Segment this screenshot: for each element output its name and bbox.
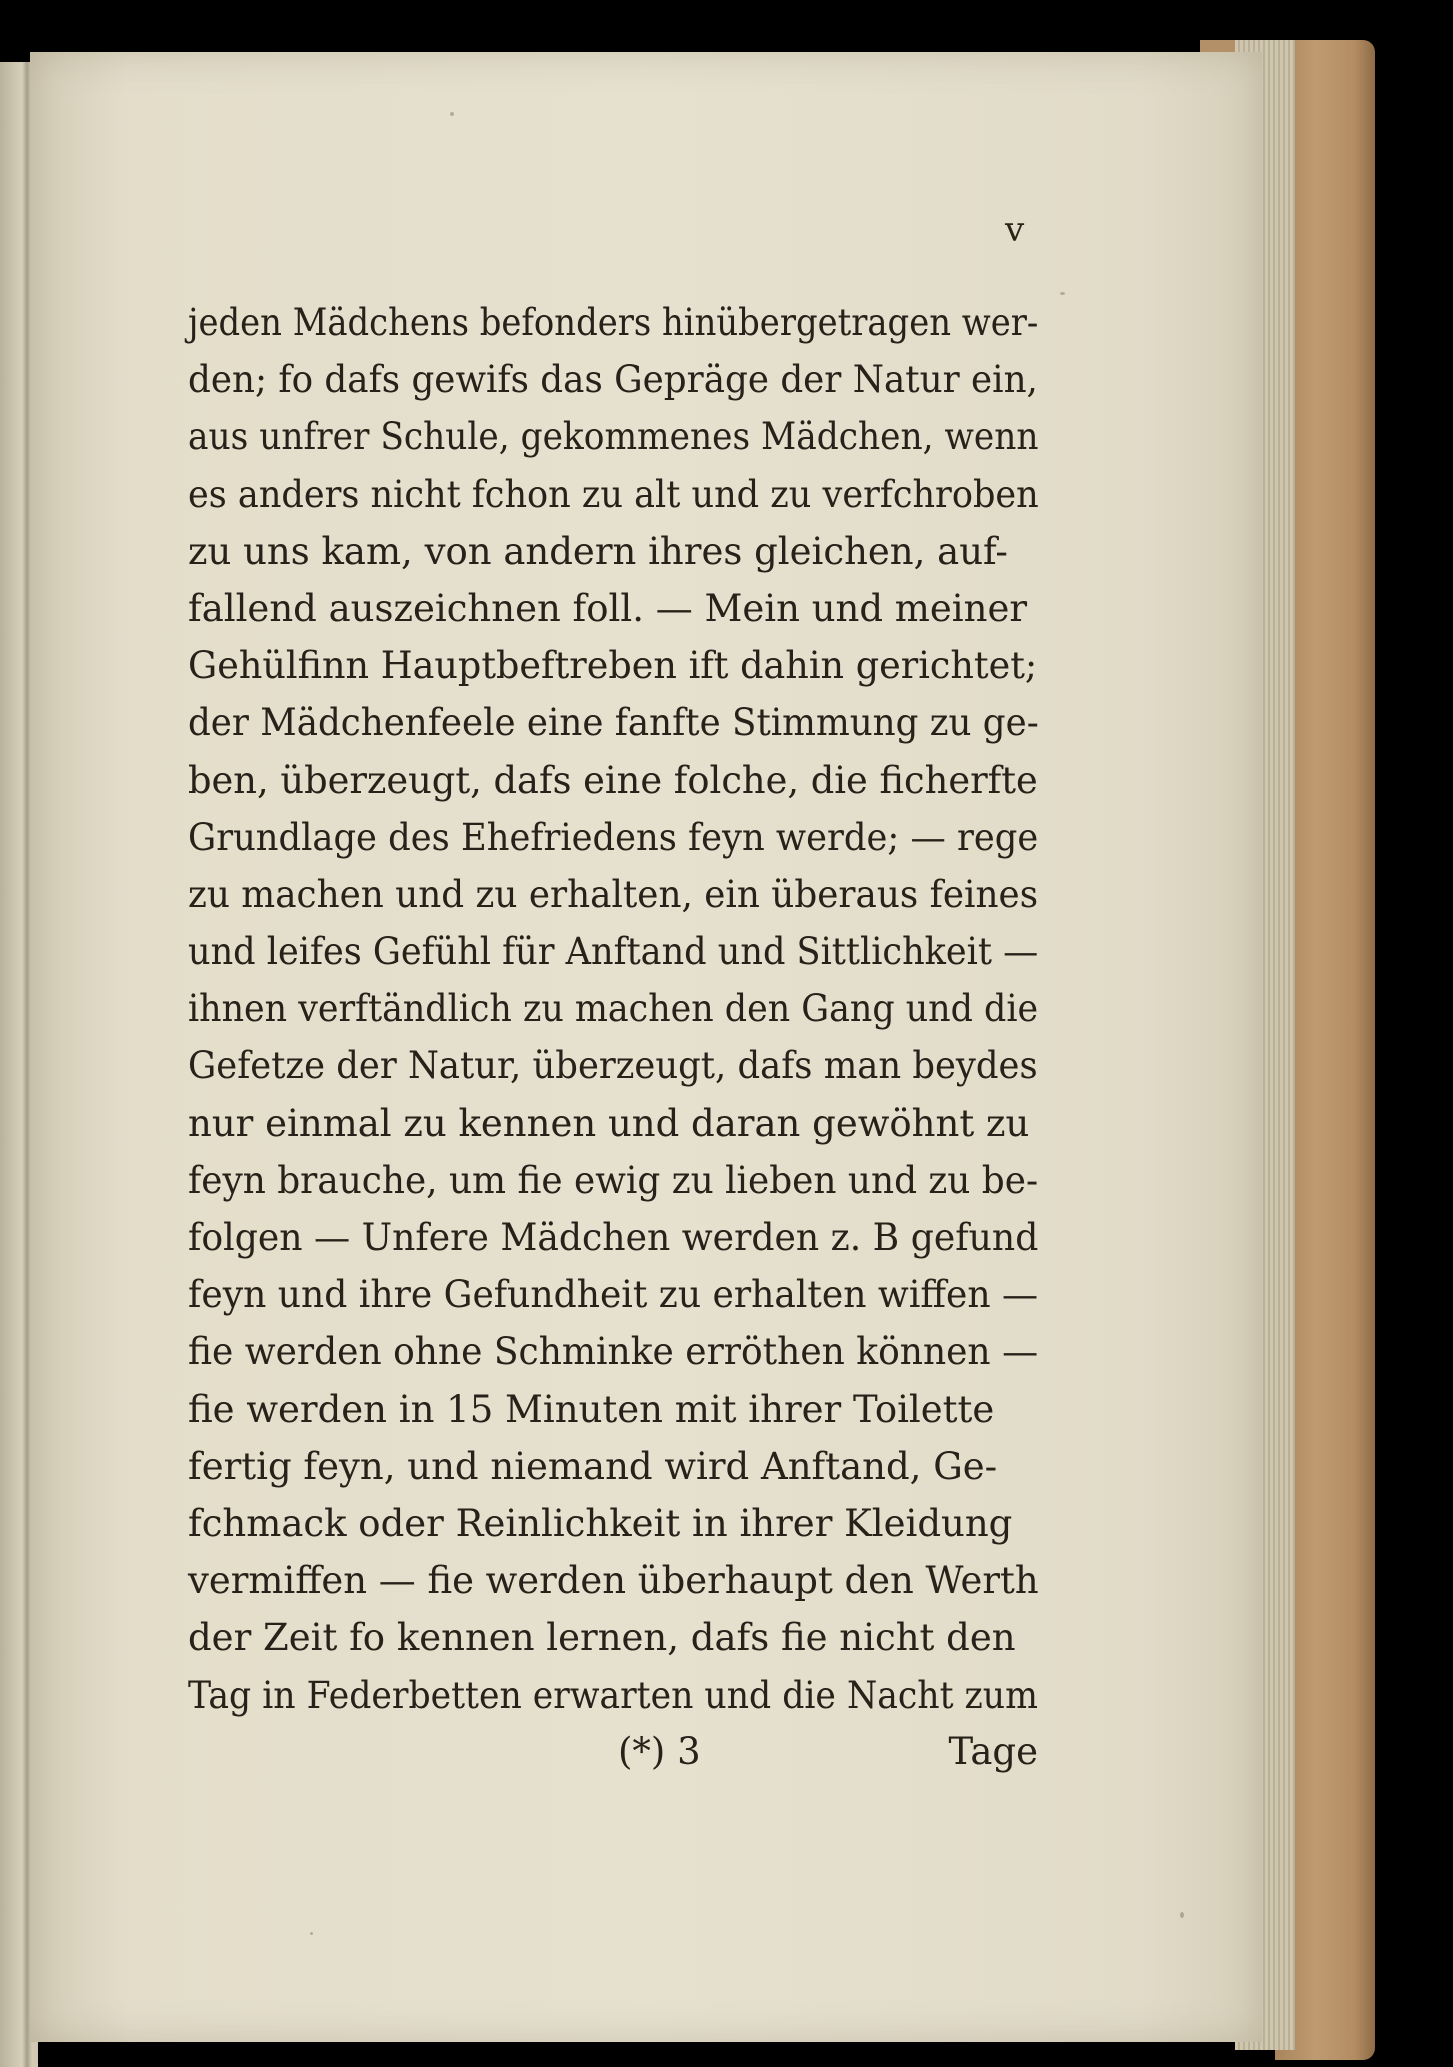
- text-line: fie werden ohne Schminke erröthen können —: [188, 1330, 1039, 1374]
- text-line: es anders nicht fchon zu alt und zu verfchroben: [188, 472, 1039, 516]
- text-line: folgen — Unfere Mädchen werden z. B gefund: [188, 1216, 1039, 1259]
- text-line: Gehülfinn Hauptbeftreben ift dahin gerichtet;: [188, 644, 1038, 688]
- text-line: fie werden in 15 Minuten mit ihrer Toilette: [188, 1387, 995, 1431]
- paper-speck: [1060, 292, 1065, 295]
- page-footer: [188, 1722, 1038, 1782]
- text-line: Gefetze der Natur, überzeugt, dafs man beydes: [188, 1044, 1038, 1088]
- text-line: zu uns kam, von andern ihres gleichen, auf-: [188, 529, 1008, 573]
- text-line: den; fo dafs gewifs das Gepräge der Natur ein,: [188, 358, 1038, 402]
- text-line: fallend auszeichnen foll. — Mein und meiner: [188, 586, 1028, 630]
- text-line: und leifes Gefühl für Anftand und Sittlichkeit —: [188, 930, 1039, 974]
- paper-speck: [310, 1932, 313, 1935]
- text-line: Tag in Federbetten erwarten und die Nacht zum: [188, 1673, 1038, 1717]
- text-line: nur einmal zu kennen und daran gewöhnt zu: [188, 1101, 1030, 1145]
- catchword: Tage: [948, 1730, 1038, 1773]
- text-line: jeden Mädchens befonders hinübergetragen wer-: [188, 301, 1039, 344]
- text-line: fertig feyn, und niemand wird Anftand, Ge-: [188, 1444, 998, 1488]
- body-text: [188, 294, 1038, 1724]
- signature-mark: (*) 3: [618, 1730, 701, 1773]
- text-line: feyn und ihre Gefundheit zu erhalten wiffen —: [188, 1273, 1039, 1317]
- text-line: Grundlage des Ehefriedens feyn werde; — rege: [188, 815, 1039, 859]
- text-line: fchmack oder Reinlichkeit in ihrer Kleidung: [188, 1501, 1013, 1545]
- text-line: zu machen und zu erhalten, ein überaus feines: [188, 872, 1039, 916]
- text-line: feyn brauche, um fie ewig zu lieben und zu be-: [188, 1158, 1039, 1202]
- text-line: ihnen verftändlich zu machen den Gang und die: [188, 987, 1039, 1031]
- text-line: der Mädchenfeele eine fanfte Stimmung zu ge-: [188, 701, 1039, 745]
- paper-speck: [1180, 1912, 1184, 1918]
- page-number: v: [1005, 210, 1026, 250]
- text-line: vermiffen — fie werden überhaupt den Werth: [188, 1559, 1039, 1603]
- text-line: der Zeit fo kennen lernen, dafs fie nicht den: [188, 1616, 1016, 1660]
- paper-speck: [450, 112, 454, 116]
- text-line: ben, überzeugt, dafs eine folche, die ficherfte: [188, 758, 1038, 802]
- text-line: aus unfrer Schule, gekommenes Mädchen, wenn: [188, 415, 1039, 459]
